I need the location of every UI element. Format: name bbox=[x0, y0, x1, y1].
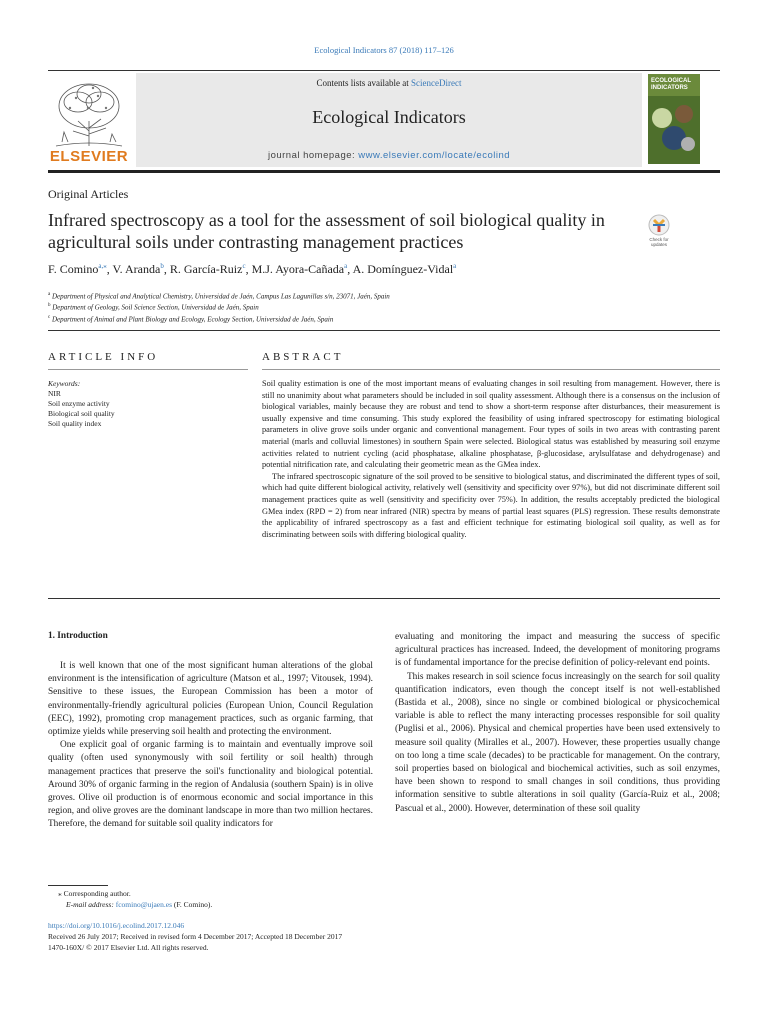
doi-link[interactable]: https://doi.org/10.1016/j.ecolind.2017.12.046 bbox=[48, 921, 185, 930]
footnote-rule bbox=[48, 885, 108, 886]
abstract-paragraph: The infrared spectroscopic signature of the soil proved to be sensitive to biological status, and discriminated the different types of soil, which had quite different biological activity, relatively well (sensitivity and specificity over 97%), but did not discriminate different soil management practices quite as well (sensitivity and specificity over 75%). In addition, the results acceptably predicted the biological GMea index (RPD = 2) from near infrared (NIR) spectra by means of partial least squares (PLS) regression. These results demonstrate the applicability of infrared spectroscopy as a fast and efficient technique for estimating biological soil quality, as well as for discriminating between soils with differing biological quality. bbox=[262, 471, 720, 539]
homepage-prefix: journal homepage: bbox=[267, 150, 359, 161]
affiliation: $^c$ Department of Animal and Plant Biology and Ecology, Ecology Section, Universidad de Jaén, Spain bbox=[48, 314, 334, 323]
journal-cover-thumbnail[interactable] bbox=[648, 74, 700, 164]
author[interactable]: V. Aranda$^b$ bbox=[112, 262, 164, 276]
crossmark-badge[interactable] bbox=[644, 213, 674, 251]
abstract-bottom-rule bbox=[48, 598, 720, 599]
homepage-link[interactable]: www.elsevier.com/locate/ecolind bbox=[358, 150, 511, 161]
article-info-rule bbox=[48, 369, 248, 370]
email-suffix: (F. Comino). bbox=[171, 900, 213, 909]
elsevier-wordmark[interactable]: ELSEVIER bbox=[49, 148, 129, 165]
paper-title: Infrared spectroscopy as a tool for the assessment of soil biological quality in agricultural soils under contrasting management practices bbox=[48, 210, 605, 252]
cover-title: ECOLOGICAL INDICATORS bbox=[651, 78, 691, 91]
keyword: Soil quality index bbox=[48, 419, 102, 428]
affiliation: $^a$ Department of Physical and Analytical Chemistry, Universidad de Jaén, Campus Las Lagunillas s/n, 23071, Jaén, Spain bbox=[48, 292, 390, 301]
email-label: E-mail address: bbox=[66, 900, 114, 909]
abstract-paragraph: Soil quality estimation is one of the most important means of evaluating changes in soil resulting from management. However, there is still no unanimity about what parameters should be included in soil quality assessment. Although there is a consensus on the inclusion of biological variables, mainly because they are robust and tend to show a short-term response after disturbances, their measurement is usually expensive and time consuming. This study explored the feasibility of using infrared spectroscopy for estimating biological parameters in olive grove soils under organic and conventional management. Four types of soils in two areas with contrasting parent material (marls and colluvial limestones) in southern Spain were selected. Biological status was established by measuring soil enzyme activities related to nutrient cycling (acid phosphatase, alkaline phosphatase, β-glucosidase, arylsulfatase and dehydrogenase) and potential nitrification rate, and calculating their geometric mean as the GMea index. bbox=[262, 379, 720, 470]
journal-name: Ecological Indicators bbox=[312, 107, 466, 127]
abstract-body bbox=[262, 378, 720, 540]
affiliations bbox=[48, 290, 720, 324]
journal-reference-link[interactable]: Ecological Indicators 87 (2018) 117–126 bbox=[314, 45, 454, 55]
email-link[interactable]: fcomino@ujaen.es bbox=[115, 900, 172, 909]
author-list: F. Comino$^{a,⁎}$, V. Aranda$^b$, R. García-Ruiz$^c$, M.J. Ayora-Cañada$^a$, A. Domínguez-Vidal$^a$ bbox=[48, 262, 457, 276]
article-info-heading: ARTICLE INFO bbox=[48, 351, 159, 363]
header-bottom-rule bbox=[48, 170, 720, 173]
author[interactable]: M.J. Ayora-Cañada$^a$ bbox=[251, 262, 348, 276]
cover-image bbox=[648, 96, 700, 164]
keyword: Soil enzyme activity bbox=[48, 399, 110, 408]
body-paragraph: evaluating and monitoring the impact and measuring the success of specific agricultural practices has increased. Indeed, the development of monitoring programs is of fundamental importance for the precise definition of policy-relevant end points. bbox=[395, 632, 720, 669]
abstract-heading: ABSTRACT bbox=[262, 351, 344, 363]
header-top-rule bbox=[48, 70, 720, 71]
body-column-right bbox=[395, 631, 720, 816]
body-paragraph: It is well known that one of the most significant human alterations of the global environment is the intensification of agriculture (Matson et al., 1997; Vitousek, 1994). Sensitive to these issues, the European Commission has been a motor of environmentally-friendly agricultural policies (European Union, Council Regulation (EEC), 1992), promoting crop management practices, such as organic farming, that optimize yields while preserving soil health and protecting the environment. bbox=[48, 661, 373, 738]
journal-homepage-line bbox=[136, 150, 642, 161]
keyword: Biological soil quality bbox=[48, 409, 115, 418]
crossmark-label: Check for updates bbox=[649, 237, 669, 247]
abstract-rule bbox=[262, 369, 720, 370]
affiliation: $^b$ Department of Geology, Soil Science Section, Universidad de Jaén, Spain bbox=[48, 303, 259, 312]
corresponding-author-note: ⁎ Corresponding author. bbox=[58, 889, 131, 898]
article-section-label: Original Articles bbox=[48, 187, 129, 201]
sciencedirect-link[interactable]: ScienceDirect bbox=[411, 78, 462, 88]
contents-available-line bbox=[136, 78, 642, 88]
body-column-left bbox=[48, 660, 373, 832]
received-dates: Received 26 July 2017; Received in revised form 4 December 2017; Accepted 18 December 2017 bbox=[48, 932, 343, 941]
crossmark-icon bbox=[644, 213, 674, 237]
author[interactable]: F. Comino$^{a,⁎}$ bbox=[48, 262, 107, 276]
copyright-line: 1470-160X/ © 2017 Elsevier Ltd. All rights reserved. bbox=[48, 943, 209, 952]
title-block-rule bbox=[48, 330, 720, 331]
author[interactable]: A. Domínguez-Vidal$^a$ bbox=[352, 262, 457, 276]
body-paragraph: This makes research in soil science focus increasingly on the search for soil quality quantification indicators, even though the concept itself is not well-established (Bastida et al., 2008), since no single or combined biological or physicochemical variable is able to reflect the many interacting processes responsible for soil quality (Puglisi et al., 2006). Physical and chemical properties have been used extensively to measure soil quality (Miralles et al., 2007). However, these properties usually change on too long a time scale (decades) to be practicable for management. On the contrary, soil properties based on biological and biochemical activities, such as soil enzymes, have been shown to respond to small changes in soil conditions, thus providing information sensitive to subtle alterations in soil quality (García-Ruiz et al., 2008; Pascual et al., 2000). However, determination of these soil quality bbox=[395, 671, 720, 814]
body-paragraph: One explicit goal of organic farming is to maintain and eventually improve soil quality (often used synonymously with soil fertility or soil health) through management practices that preserve the soil's functionality and biological potential. Around 30% of organic farming in the region of Andalusia (southern Spain) is in olive groves. Olive oil production is of enormous economic and social importance in this region, and olive groves are the dominant landscape in more than two million hectares. Therefore, the demand for suitable soil quality indicators for bbox=[48, 740, 373, 830]
contents-prefix: Contents lists available at bbox=[316, 78, 411, 88]
keyword: NIR bbox=[48, 389, 61, 398]
email-line bbox=[48, 899, 448, 910]
author[interactable]: R. García-Ruiz$^c$ bbox=[169, 262, 246, 276]
keywords-label: Keywords: bbox=[48, 379, 81, 388]
introduction-heading: 1. Introduction bbox=[48, 631, 108, 641]
footnotes bbox=[48, 888, 448, 953]
keywords-block bbox=[48, 379, 115, 429]
